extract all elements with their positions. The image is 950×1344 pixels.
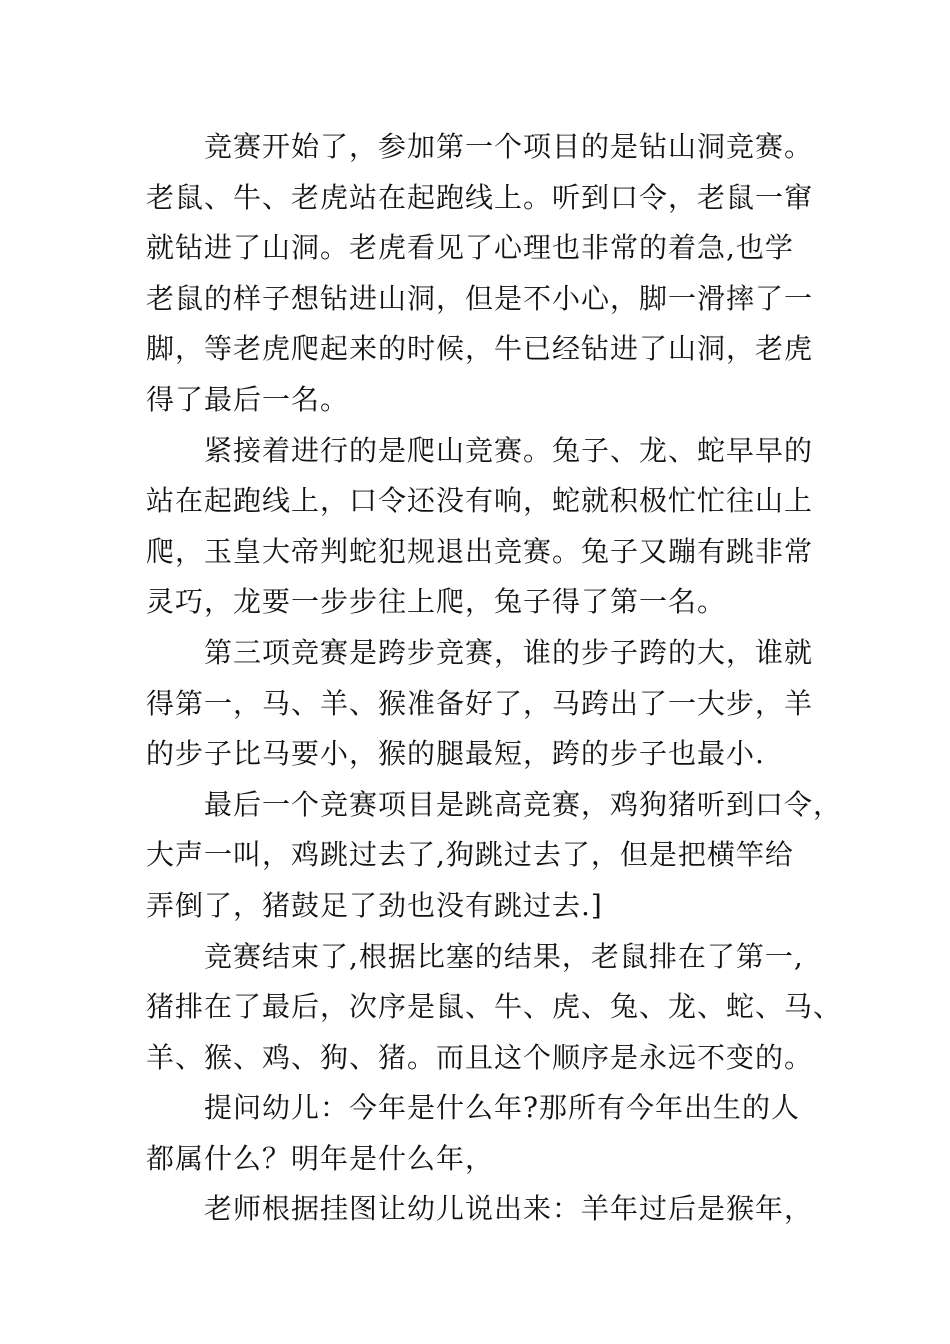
- text-line: 都属什么？明年是什么年，: [146, 1141, 495, 1175]
- paragraph-7: [146, 1184, 826, 1235]
- text-line: 老师根据挂图让幼儿说出来：羊年过后是猴年，: [204, 1192, 814, 1226]
- document-body: [146, 122, 843, 1235]
- text-line: 猪排在了最后，次序是鼠、牛、虎、兔、龙、蛇、马、: [146, 990, 843, 1024]
- paragraph-2: [146, 426, 826, 628]
- text-line: 最后一个竞赛项目是跳高竞赛，鸡狗猪听到口令，: [204, 787, 843, 821]
- paragraph-5: [146, 932, 843, 1084]
- text-line: 竞赛开始了，参加第一个项目的是钻山洞竞赛。: [204, 130, 814, 163]
- text-line: 竞赛结束了,根据比塞的结果，老鼠排在了第一,: [204, 939, 804, 973]
- text-line: 的步子比马要小，猴的腿最短，跨的步子也最小.: [146, 737, 765, 771]
- text-line: 爬，玉皇大帝判蛇犯规退出竞赛。兔子又蹦有跳非常: [146, 534, 814, 568]
- text-line: 站在起跑线上，口令还没有响，蛇就积极忙忙往山上: [146, 484, 814, 518]
- text-line: 羊、猴、鸡、狗、猪。而且这个顺序是永远不变的。: [146, 1040, 814, 1074]
- text-line: 第三项竞赛是跨步竞赛，谁的步子跨的大，谁就: [204, 635, 814, 669]
- text-line: 紧接着进行的是爬山竞赛。兔子、龙、蛇早早的: [204, 433, 814, 467]
- paragraph-1: [146, 122, 826, 426]
- text-line: 得第一，马、羊、猴准备好了，马跨出了一大步，羊: [146, 686, 814, 720]
- text-line: 提问幼儿：今年是什么年?那所有今年出生的人: [204, 1091, 801, 1125]
- text-line: 得了最后一名。: [146, 382, 350, 416]
- paragraph-3: [146, 628, 826, 780]
- text-line: 弄倒了，猪鼓足了劲也没有跳过去.]: [146, 888, 603, 922]
- text-line: 大声一叫，鸡跳过去了,狗跳过去了，但是把横竿给: [146, 838, 794, 872]
- paragraph-4: [146, 780, 843, 932]
- paragraph-6: [146, 1083, 826, 1184]
- text-line: 脚，等老虎爬起来的时候，牛已经钻进了山洞，老虎: [146, 332, 814, 366]
- text-line: 灵巧，龙要一步步往上爬，兔子得了第一名。: [146, 585, 727, 619]
- text-line: 就钻进了山洞。老虎看见了心理也非常的着急,也学: [146, 231, 794, 265]
- text-line: 老鼠的样子想钻进山洞，但是不小心，脚一滑摔了一: [146, 281, 814, 315]
- text-line: 老鼠、牛、老虎站在起跑线上。听到口令，老鼠一窜: [146, 180, 814, 214]
